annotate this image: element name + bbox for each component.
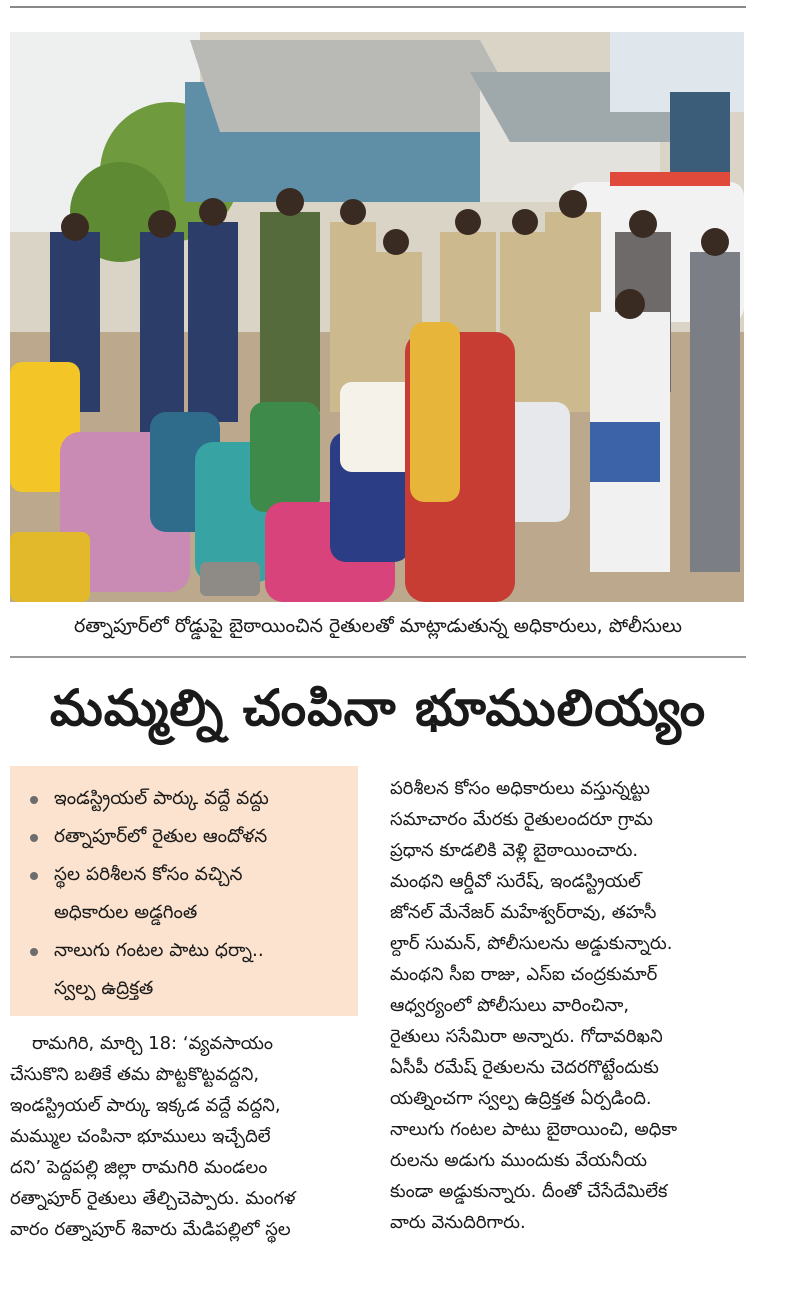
caption-rule: [10, 656, 746, 658]
body-line: రత్నాపూర్ రైతులు తేల్చిచెప్పారు. మంగళ: [10, 1188, 296, 1209]
body-line: వారు వెనుదిరిగారు.: [390, 1212, 526, 1233]
body-line: చేసుకొని బతికే తమ పొట్టకొట్టవద్దని,: [10, 1064, 260, 1085]
top-rule: [10, 6, 746, 8]
body-column-left: [10, 1028, 362, 1245]
body-line: మంథని సీఐ రాజు, ఎస్ఐ చంద్రకుమార్: [390, 964, 658, 985]
body-line: మంథని ఆర్డీవో సురేష్, ఇండస్ట్రియల్: [390, 871, 641, 892]
body-line: వారం రత్నాపూర్ శివారు మేడిపల్లిలో స్థల: [10, 1219, 291, 1240]
body-line: సమాచారం మేరకు రైతులందరూ గ్రామ: [390, 809, 653, 830]
photo-caption: రత్నాపూర్‌లో రోడ్డుపై బైఠాయించిన రైతులతో మాట్లాడుతున్న అధికారులు, పోలీసులు: [74, 615, 682, 637]
highlight-item: నాలుగు గంటల పాటు ధర్నా.. స్వల్ప ఉద్రిక్తత: [28, 932, 348, 1008]
body-line: కుండా అడ్డుకున్నారు. దీంతో చేసేదేమిలేక: [390, 1181, 668, 1202]
body-line: మమ్ముల చంపినా భూములు ఇచ్చేదిలే: [10, 1126, 271, 1147]
highlight-item: ఇండస్ట్రియల్ పార్కు వద్దే వద్దు: [28, 780, 348, 818]
body-line: పరిశీలన కోసం అధికారులు వస్తున్నట్టు: [390, 778, 650, 799]
body-line: నాలుగు గంటల పాటు బైఠాయించి, అధికా: [390, 1119, 678, 1140]
body-line: ల్దార్ సుమన్, పోలీసులను అడ్డుకున్నారు.: [390, 933, 673, 954]
body-line: రైతులు ససేమిరా అన్నారు. గోదావరిఖని: [390, 1026, 663, 1047]
body-line: రామగిరి, మార్చి 18: ‘వ్యవసాయం: [32, 1033, 274, 1054]
body-line: జోనల్ మేనేజర్ మహేశ్వర్‌రావు, తహసీ: [390, 902, 657, 923]
news-photo: [10, 32, 744, 602]
body-line: రులను అడుగు ముందుకు వేయనీయ: [390, 1150, 648, 1171]
body-column-right: [390, 773, 746, 1238]
highlights-list: [28, 780, 348, 1008]
headline: మమ్మల్ని చంపినా భూములియ్యం: [49, 679, 707, 737]
body-line: ప్రధాన కూడలికి వెళ్లి బైఠాయించారు.: [390, 840, 639, 861]
body-line: ఇండస్ట్రియల్ పార్కు ఇక్కడ వద్దే వద్దని,: [10, 1095, 281, 1116]
highlights-box: [10, 766, 358, 1016]
highlight-item: రత్నాపూర్‌లో రైతుల ఆందోళన: [28, 818, 348, 856]
body-line: ఏసీపీ రమేష్ రైతులను చెదరగొట్టేందుకు: [390, 1057, 659, 1078]
body-line: యత్నించగా స్వల్ప ఉద్రిక్తత ఏర్పడింది.: [390, 1088, 652, 1109]
body-line: దని’ పెద్దపల్లి జిల్లా రామగిరి మండలం: [10, 1157, 268, 1178]
highlight-item: స్థల పరిశీలన కోసం వచ్చిన అధికారుల అడ్డగింత: [28, 856, 348, 932]
body-line: ఆధ్వర్యంలో పోలీసులు వారించినా,: [390, 995, 630, 1016]
